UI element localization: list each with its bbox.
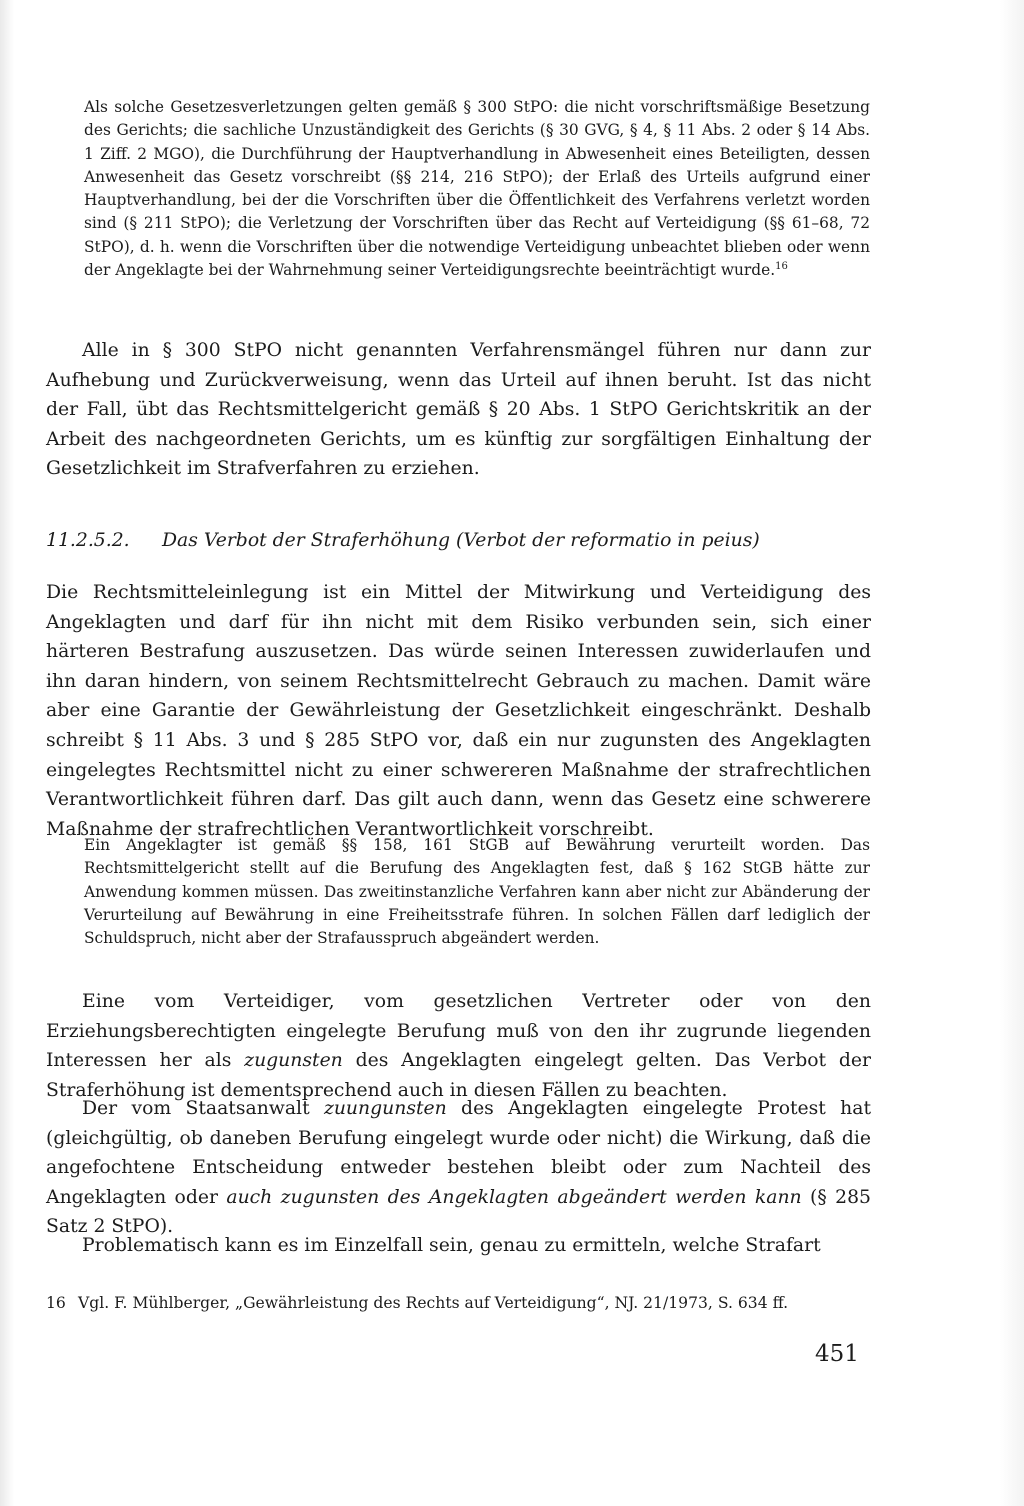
text-run: Der vom Staatsanwalt bbox=[82, 1098, 324, 1119]
emphasis: zuungunsten bbox=[323, 1098, 447, 1119]
section-number: 11.2.5.2. bbox=[46, 530, 130, 551]
emphasis: auch zugunsten des Angeklagten abgeändert werden kann bbox=[226, 1186, 802, 1208]
text-run: des Angeklagten eingelegt gelten. Das Verbot der Straferhöhung ist dementsprechend auch in diesen Fällen zu beachten. bbox=[46, 1050, 871, 1101]
emphasis: zugunsten bbox=[244, 1050, 343, 1072]
paragraph-example: Ein Angeklagter ist gemäß §§ 158, 161 StGB auf Bewährung verurteilt worden. Das Rechtsmittelgericht stellt auf die Berufung des Angeklagten fest, daß § 162 StGB hätte zur Anwendung kommen müssen. Das zweitinstanzliche Verfahren kann aber nicht zur Abänderung der Verurteilung auf Bewährung in eine Freiheitsstrafe führen. In solchen Fällen darf lediglich der Schuldspruch, nicht aber der Strafausspruch abgeändert werden. bbox=[84, 836, 870, 948]
text-run: des Angeklagten eingelegte Protest hat (gleichgültig, ob daneben Berufung eingelegt wurde oder nicht) die Wirkung, daß die angefochtene Entscheidung entweder bestehen bleibt oder zum Nachteil des Angeklagten oder bbox=[46, 1098, 872, 1208]
paragraph-3: Die Rechtsmitteleinlegung ist ein Mittel der Mitwirkung und Verteidigung des Angeklagten und darf für ihn nicht mit dem Risiko verbunden sein, sich einer härteren Bestrafung auszusetzen. Das würde seinen Interessen zuwiderlaufen und ihn daran hindern, von seinem Rechtsmittelrecht Gebrauch zu machen. Damit wäre aber eine Garantie der Gewährleistung der Gesetzlichkeit eingeschränkt. Deshalb schreibt § 11 Abs. 3 und § 285 StPO vor, daß ein nur zugunsten des Angeklagten eingelegtes Rechtsmittel nicht zu einer schwereren Maßnahme der strafrechtlichen Verantwortlichkeit führen darf. Das gilt auch dann, wenn das Gesetz eine schwerere Maßnahme der strafrechtlichen Verantwortlichkeit vorschreibt. bbox=[46, 582, 871, 840]
page-number: 451 bbox=[815, 1341, 859, 1367]
paragraph-6 bbox=[46, 1094, 871, 1242]
footnote-reference: 16 bbox=[775, 260, 788, 272]
paragraph-text: Als solche Gesetzesverletzungen gelten gemäß § 300 StPO: die nicht vorschriftsmäßige Besetzung des Gerichts; die sachliche Unzuständigkeit des Gerichts (§ 30 GVG, § 4, § 11 Abs. 2 oder § 14 Abs. 1 Ziff. 2 MGO), die Durchführung der Hauptverhandlung in Abwesenheit eines Beteiligten, dessen Anwesenheit das Gesetz vorschreibt (§§ 214, 216 StPO); der Erlaß des Urteils aufgrund einer Hauptverhandlung, bei der die Vorschriften über die Öffentlichkeit des Verfahrens verletzt worden sind (§ 211 StPO); die Verletzung der Vorschriften über das Recht auf Verteidigung (§§ 61–68, 72 StPO), d. h. wenn die Vorschriften über die notwendige Verteidigung unbeachtet blieben oder wenn der Angeklagte bei der Wahrnehmung seiner Verteidigungsrechte beeinträchtigt wurde. bbox=[84, 98, 870, 280]
footnote-text: Vgl. F. Mühlberger, „Gewährleistung des Rechts auf Verteidigung“, NJ. 21/1973, S. 634 ff. bbox=[78, 1294, 789, 1312]
footnote bbox=[46, 1291, 871, 1315]
section-title: Das Verbot der Straferhöhung (Verbot der reformatio in peius) bbox=[162, 530, 760, 551]
paragraph-7: Problematisch kann es im Einzelfall sein, genau zu ermitteln, welche Strafart bbox=[82, 1235, 821, 1256]
text-run: Eine vom Verteidiger, vom gesetzlichen Vertreter oder von den Erziehungsberechtigten eingelegte Berufung muß von den ihr zugrunde liegenden Interessen her als bbox=[46, 991, 871, 1072]
text-run: (§ 285 Satz 2 StPO). bbox=[46, 1186, 871, 1238]
footnote-number: 16 bbox=[46, 1294, 66, 1312]
section-heading bbox=[46, 527, 871, 555]
paragraph-5 bbox=[46, 987, 871, 1105]
paragraph-small-print-1 bbox=[84, 96, 870, 282]
paragraph-2: Alle in § 300 StPO nicht genannten Verfahrensmängel führen nur dann zur Aufhebung und Zurückverweisung, wenn das Urteil auf ihnen beruht. Ist das nicht der Fall, übt das Rechtsmittelgericht gemäß § 20 Abs. 1 StPO Gerichtskritik an der Arbeit des nachgeordneten Gerichts, um es künftig zur sorgfältigen Einhaltung der Gesetzlichkeit im Strafverfahren zu erziehen. bbox=[46, 340, 871, 480]
